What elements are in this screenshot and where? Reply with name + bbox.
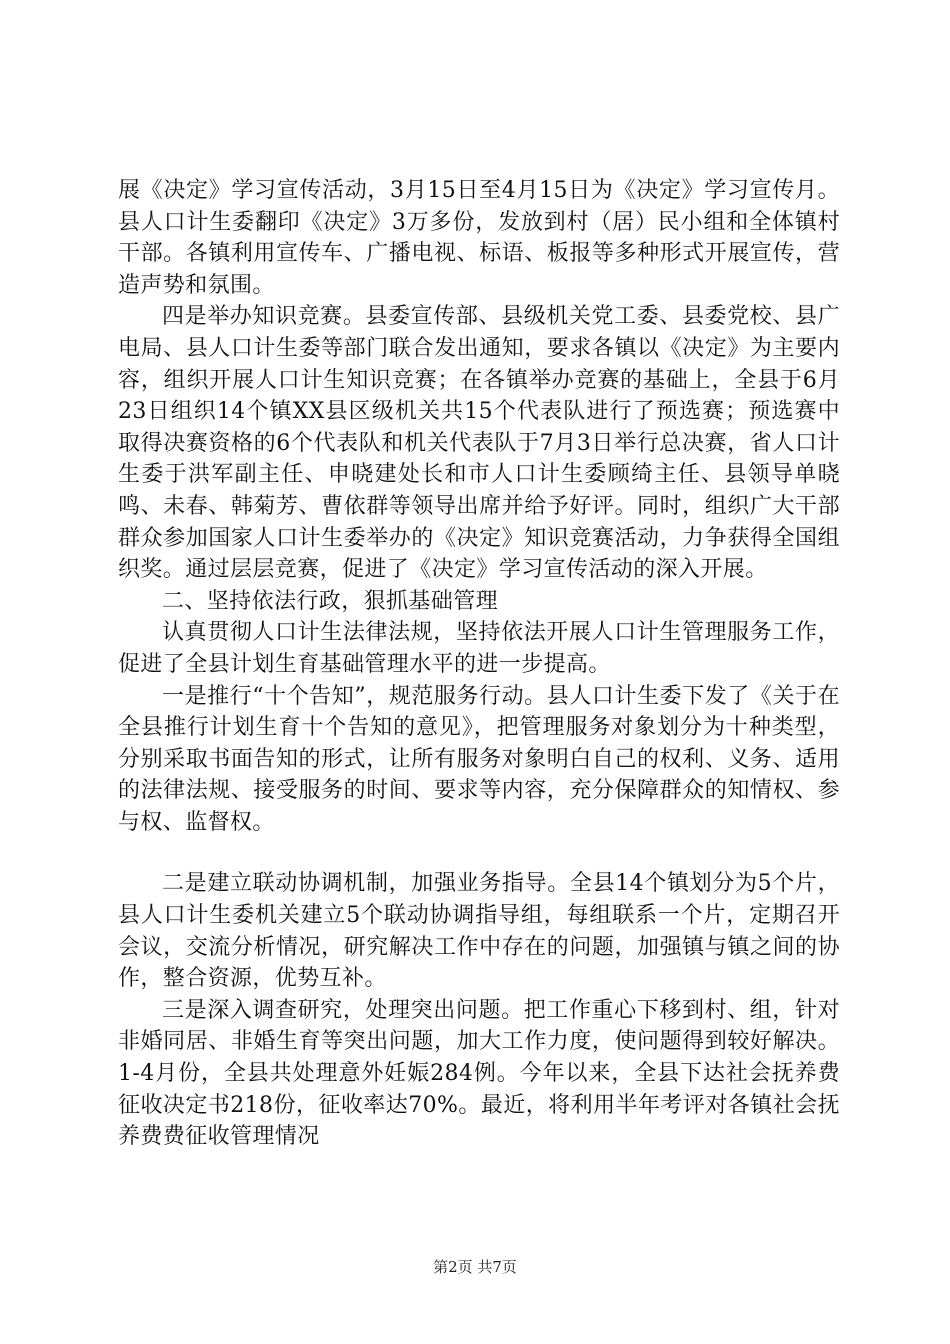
section-heading: 二、坚持依法行政，狠抓基础管理 xyxy=(162,588,499,614)
page-footer: 第2页 共7页 xyxy=(433,1258,517,1276)
document-body xyxy=(118,175,840,1153)
paragraph-2: 四是举办知识竞赛。县委宣传部、县级机关党工委、县委党校、县广电局、县人口计生委等部门联合发出通知，要求各镇以《决定》为主要内容，组织开展人口计生知识竞赛；在各镇举办竞赛的基础上，全县于6月23日组织14个镇XX县区级机关共15个代表队进行了预选赛；预选赛中取得决赛资格的6个代表队和机关代表队于7月3日举行总决赛，省人口计生委于洪军副主任、申晓建处长和市人口计生委顾绮主任、县领导单晓鸣、未春、韩菊芳、曹依群等领导出席并给予好评。同时，组织广大干部群众参加国家人口计生委举办的《决定》知识竞赛活动，力争获得全国组织奖。通过层层竞赛，促进了《决定》学习宣传活动的深入开展。 xyxy=(118,304,840,583)
paragraph-4: 一是推行“十个告知”，规范服务行动。县人口计生委下发了《关于在全县推行计划生育十个告知的意见》，把管理服务对象划分为十种类型，分别采取书面告知的形式，让所有服务对象明白自己的权利、义务、适用的法律法规、接受服务的时间、要求等内容，充分保障群众的知情权、参与权、监督权。 xyxy=(118,683,840,835)
paragraph-1: 展《决定》学习宣传活动，3月15日至4月15日为《决定》学习宣传月。县人口计生委翻印《决定》3万多份，发放到村（居）民小组和全体镇村干部。各镇利用宣传车、广播电视、标语、板报等多种形式开展宣传，营造声势和氛围。 xyxy=(118,178,840,298)
paragraph-3: 认真贯彻人口计生法律法规，坚持依法开展人口计生管理服务工作，促进了全县计划生育基础管理水平的进一步提高。 xyxy=(118,620,840,677)
paragraph-5: 二是建立联动协调机制，加强业务指导。全县14个镇划分为5个片，县人口计生委机关建立5个联动协调指导组，每组联系一个片，定期召开会议，交流分析情况，研究解决工作中存在的问题，加强镇与镇之间的协作，整合资源，优势互补。 xyxy=(118,871,840,992)
paragraph-6: 三是深入调查研究，处理突出问题。把工作重心下移到村、组，针对非婚同居、非婚生育等突出问题，加大工作力度，使问题得到较好解决。1-4月份，全县共处理意外妊娠284例。今年以来，全县下达社会抚养费征收决定书218份，征收率达70%。最近，将利用半年考评对各镇社会抚养费费征收管理情况 xyxy=(118,997,840,1150)
